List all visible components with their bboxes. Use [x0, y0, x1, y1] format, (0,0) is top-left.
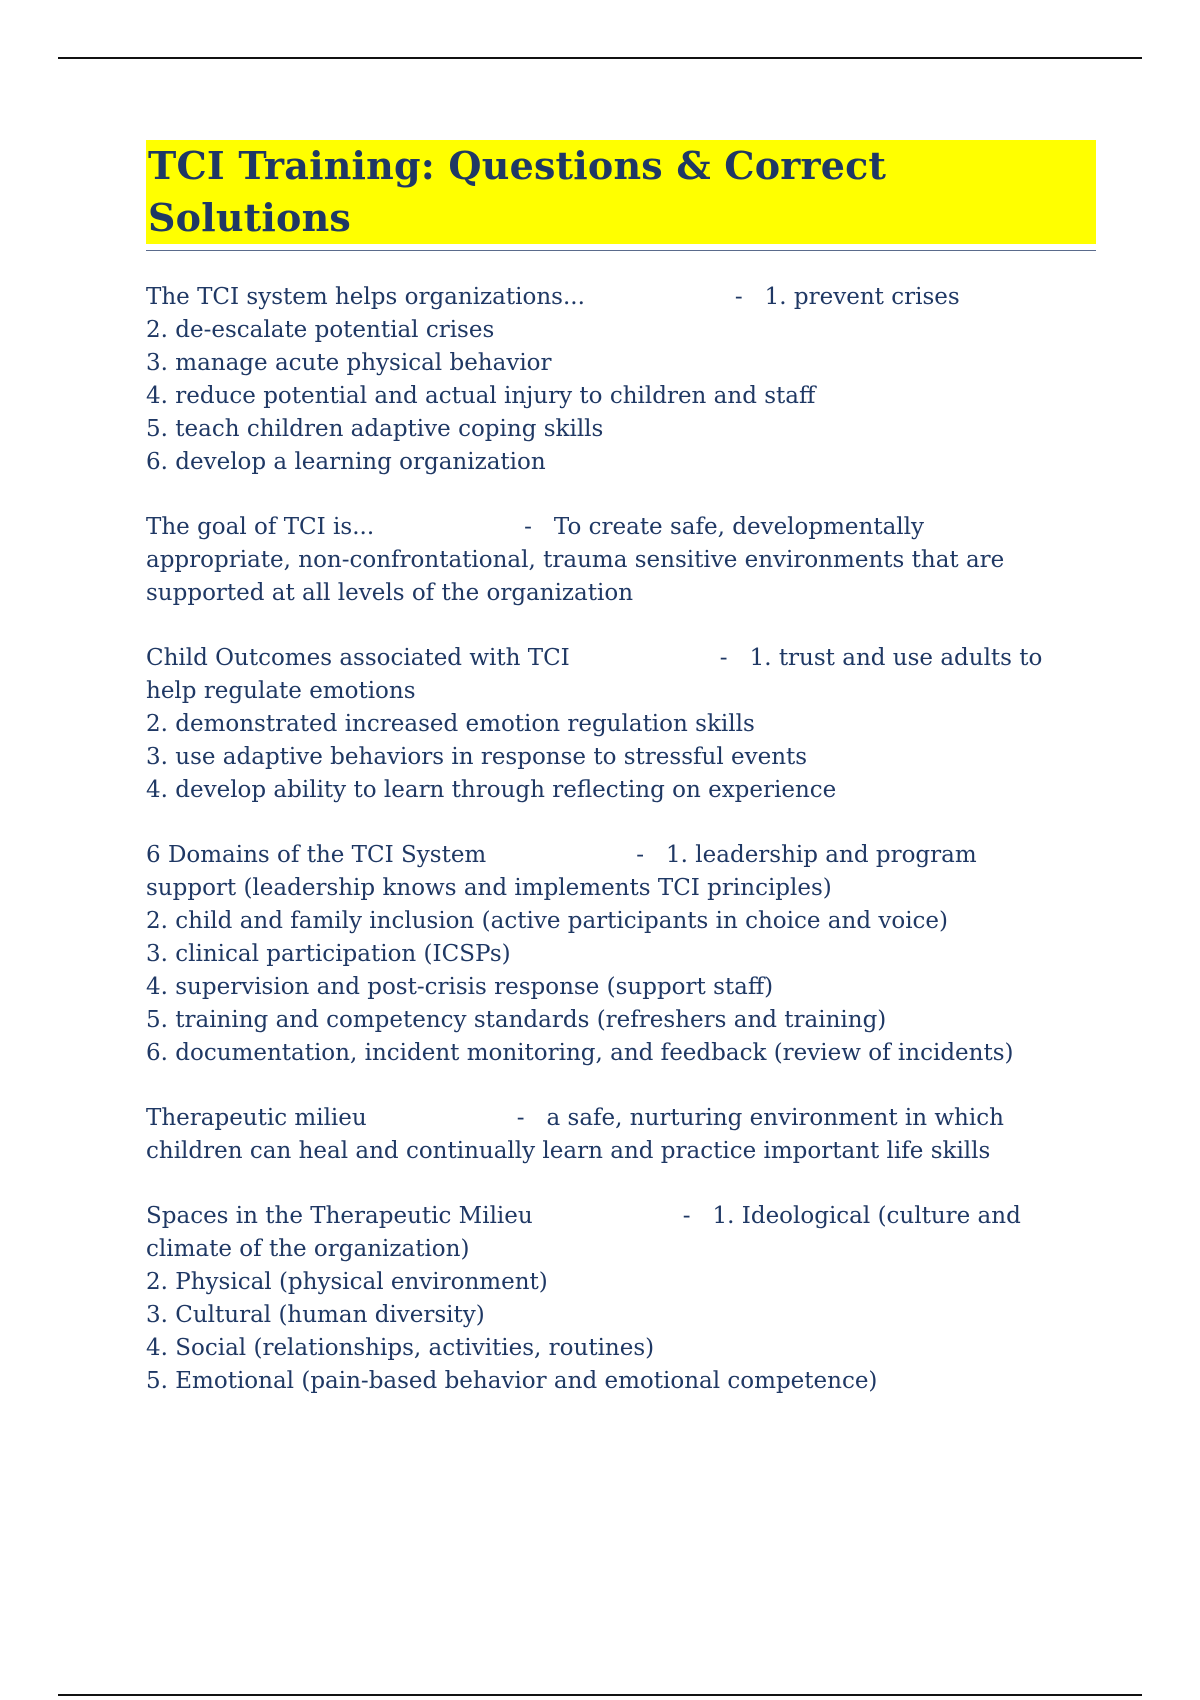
qa-first-line	[146, 642, 1096, 675]
answer-text: a safe, nurturing environment in which	[546, 1105, 1004, 1131]
answer-line: 2. Physical (physical environment)	[146, 1269, 548, 1295]
separator-dash: -	[682, 1203, 691, 1229]
answer-text: 1. prevent crises	[764, 284, 960, 310]
qa-first-line	[146, 1200, 1096, 1233]
question-text: Child Outcomes associated with TCI	[146, 645, 570, 671]
top-rule	[58, 57, 1142, 59]
answer-line: 3. manage acute physical behavior	[146, 350, 552, 376]
separator-dash: -	[516, 1105, 525, 1131]
separator-dash: -	[719, 645, 728, 671]
separator-dash: -	[734, 284, 743, 310]
answer-line: 2. de-escalate potential crises	[146, 317, 495, 343]
answer-line: 2. demonstrated increased emotion regulation skills	[146, 711, 755, 737]
answer-line: 5. Emotional (pain-based behavior and emotional competence)	[146, 1368, 878, 1394]
qa-first-line	[146, 511, 1096, 544]
qa-item	[146, 642, 1096, 807]
qa-item	[146, 281, 1096, 479]
document-body	[146, 140, 1096, 1430]
answer-text: To create safe, developmentally	[553, 514, 925, 540]
answer-line: climate of the organization)	[146, 1236, 470, 1262]
separator-dash: -	[636, 842, 645, 868]
qa-first-line	[146, 281, 1096, 314]
answer-line: 6. develop a learning organization	[146, 449, 546, 475]
qa-first-line	[146, 839, 1096, 872]
question-text: Therapeutic milieu	[146, 1105, 367, 1131]
answer-line: 2. child and family inclusion (active participants in choice and voice)	[146, 908, 949, 934]
qa-item	[146, 1200, 1096, 1398]
qa-item	[146, 1102, 1096, 1168]
answer-line: 4. reduce potential and actual injury to children and staff	[146, 383, 816, 409]
answer-line: 4. develop ability to learn through reflecting on experience	[146, 777, 837, 803]
answer-line: 3. clinical participation (ICSPs)	[146, 941, 511, 967]
answer-line: 5. teach children adaptive coping skills	[146, 416, 604, 442]
answer-text: 1. leadership and program	[666, 842, 977, 868]
document-title: TCI Training: Questions & Correct Solutions	[146, 140, 1096, 244]
answer-line: 3. Cultural (human diversity)	[146, 1302, 485, 1328]
qa-item	[146, 511, 1096, 610]
answer-text: 1. Ideological (culture and	[712, 1203, 1021, 1229]
separator-dash: -	[524, 514, 532, 540]
answer-line: supported at all levels of the organization	[146, 580, 634, 606]
answer-line: support (leadership knows and implements TCI principles)	[146, 875, 832, 901]
qa-item	[146, 839, 1096, 1070]
answer-line: help regulate emotions	[146, 678, 416, 704]
question-text: The TCI system helps organizations...	[146, 284, 585, 310]
question-text: The goal of TCI is...	[146, 514, 375, 540]
question-text: 6 Domains of the TCI System	[146, 842, 487, 868]
answer-line: 3. use adaptive behaviors in response to stressful events	[146, 744, 808, 770]
question-text: Spaces in the Therapeutic Milieu	[146, 1203, 533, 1229]
qa-first-line	[146, 1102, 1096, 1135]
answer-line: 4. supervision and post-crisis response (support staff)	[146, 974, 774, 1000]
answer-line: 4. Social (relationships, activities, routines)	[146, 1335, 655, 1361]
bottom-rule	[58, 1694, 1142, 1696]
answer-line: appropriate, non-confrontational, trauma sensitive environments that are	[146, 547, 1005, 573]
answer-line: 6. documentation, incident monitoring, and feedback (review of incidents)	[146, 1040, 1014, 1066]
answer-line: children can heal and continually learn and practice important life skills	[146, 1138, 991, 1164]
answer-text: 1. trust and use adults to	[749, 645, 1043, 671]
answer-line: 5. training and competency standards (refreshers and training)	[146, 1007, 887, 1033]
title-block	[146, 140, 1096, 251]
